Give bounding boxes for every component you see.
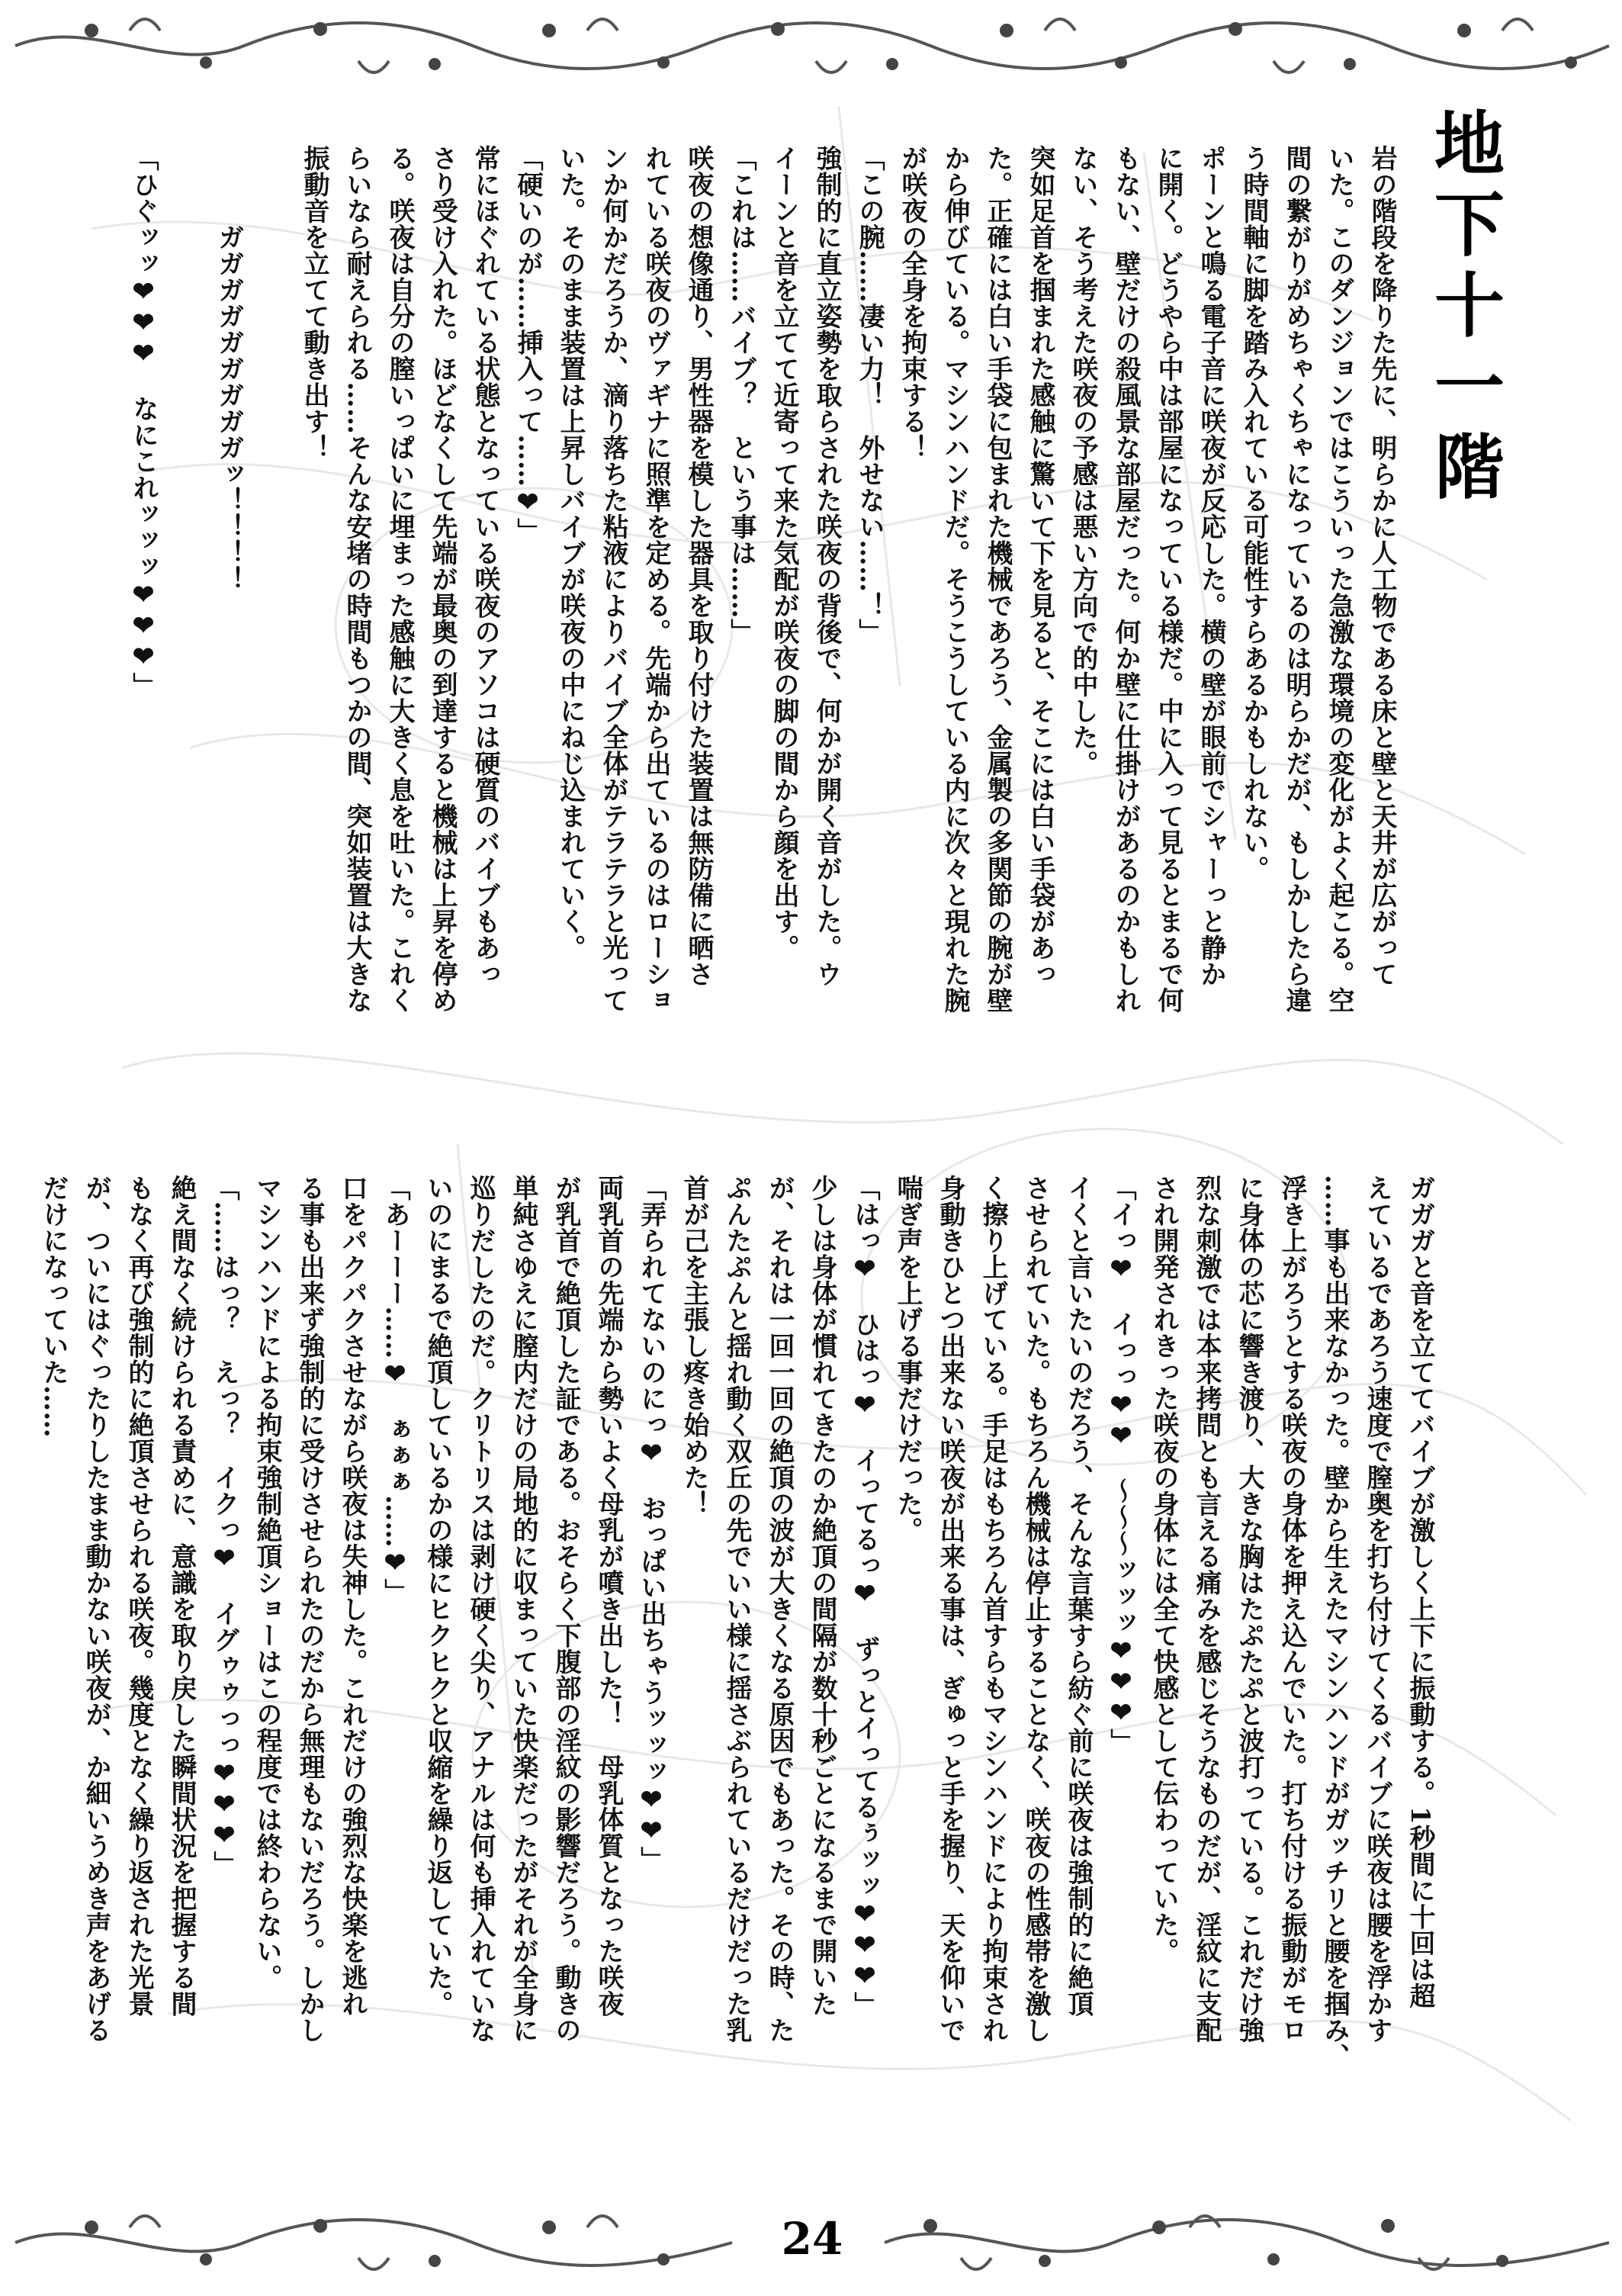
chapter-title: 地下十一階	[1423, 107, 1505, 511]
story-text-lower: ガガガと音を立ててバイブが激しく上下に振動する。1秒間に十回は超 えているであろう速度で膣奥を打ち付けてくるバイブに咲夜は腰を浮かす ……事も出来なかった。壁から生えたマシンハンドがガッチリと腰を掴み、 浮き上がろうとする咲夜の身体を押え込んでいた。打ち付ける振動がモロ に身体の芯に響き渡り、大きな胸はたぷたぷと波打っている。これだけ強 烈な刺激では本来拷問とも言える痛みを感じそうなものだが、淫紋に支配 され開発されきった咲夜の身体には全て快感として伝わっていた。 「イっ❤ イっっ❤❤ ～～～ッッッ❤❤❤」 イくと言いたいのだろう、そんな言葉すら紡ぐ前に咲夜は強制的に絶頂 させられていた。もちろん機械は停止することなく、咲夜の性感帯を激し く擦り上げている。手足はもちろん首すらもマシンハンドにより拘束され 身動きひとつ出来ない咲夜が出来る事は、ぎゅっと手を握り、天を仰いで 喘ぎ声を上げる事だけだった。 「はっ❤ ひはっ❤ イってるっ❤ ずっとイってるぅッッ❤❤❤」 少しは身体が慣れてきたのか絶頂の間隔が数十秒ごとになるまで開いた が、それは一回一回の絶頂の波が大きくなる原因でもあった。その時、た ぷんたぷんと揺れ動く双丘の先でいい様に揺さぶられているだけだった乳 首が己を主張し疼き始めた！ 「弄られてないのにっ❤ おっぱい出ちゃうッッッ❤❤」 両乳首の先端から勢いよく母乳が噴き出した！ 母乳体質となった咲夜 が乳首で絶頂した証である。おそらく下腹部の淫紋の影響だろう。動きの 単純さゆえに膣内だけの局地的に収まっていた快楽だったがそれが全身に 巡りだしたのだ。クリトリスは剥け硬く尖り、アナルは何も挿入れていな いのにまるで絶頂しているかの様にヒクヒクと収縮を繰り返していた。 「あーーー……❤ ぁぁぁ……❤」 口をパクパクさせながら咲夜は失神した。これだけの強烈な快楽を逃れ る事も出来ず強制的に受けさせられたのだから無理もないだろう。しかし マシンハンドによる拘束強制絶頂ショーはこの程度では終わらない。 「……はっ？ えっ？ イクっ❤ イグゥゥっっ❤❤❤」 絶え間なく続けられる責めに、意識を取り戻した瞬間状況を把握する間 もなく再び強制的に絶頂させられる咲夜。幾度となく繰り返された光景 が、ついにはぐったりしたまま動かない咲夜が、か細いうめき声をあげる だけになっていた……	[38, 1175, 1435, 2069]
top-vine-border	[0, 0, 1622, 84]
story-text-upper: 岩の階段を降りた先に、明らかに人工物である床と壁と天井が広がって いた。このダンジョンではこういった急激な環境の変化がよく起こる。空 間の繋がりがめちゃくちゃになっているのは明らかだが、もしかしたら違 う時間軸に脚を踏み入れている可能性すらあるかもしれない。 ポーンと鳴る電子音に咲夜が反応した。横の壁が眼前でシャーっと静か に開く。どうやら中は部屋になっている様だ。中に入って見るとまるで何 もない、壁だけの殺風景な部屋だった。何か壁に仕掛けがあるのかもしれ ない、そう考えた咲夜の予感は悪い方向で的中した。 突如足首を掴まれた感触に驚いて下を見ると、そこには白い手袋があっ た。正確には白い手袋に包まれた機械であろう、金属製の多関節の腕が壁 から伸びている。マシンハンドだ。そうこうしている内に次々と現れた腕 が咲夜の全身を拘束する！ 「この腕……凄い力！ 外せない……！」 強制的に直立姿勢を取らされた咲夜の背後で、何かが開く音がした。ウ イーンと音を立てて近寄って来た気配が咲夜の脚の間から顔を出す。 「これは……バイブ？ という事は……」 咲夜の想像通り、男性器を模した器具を取り付けた装置は無防備に晒さ れている咲夜のヴァギナに照準を定める。先端から出ているのはローショ ンか何かだろうか、滴り落ちた粘液によりバイブ全体がテラテラと光って いた。そのまま装置は上昇しバイブが咲夜の中にねじ込まれていく。 「硬いのが……挿入って……❤」 常にほぐれている状態となっている咲夜のアソコは硬質のバイブもあっ さり受け入れた。ほどなくして先端が最奥の到達すると機械は上昇を停め る。咲夜は自分の膣いっぱいに埋まった感触に大きく息を吐いた。これく らいなら耐えられる……そんな安堵の時間もつかの間、突如装置は大きな 振動音を立てて動き出す！ ガガガガガガガガガッ！！！！ 「ひぐッッ❤❤❤ なにこれッッッ❤❤❤」	[128, 145, 1397, 1014]
page-number: 24	[781, 2213, 843, 2265]
